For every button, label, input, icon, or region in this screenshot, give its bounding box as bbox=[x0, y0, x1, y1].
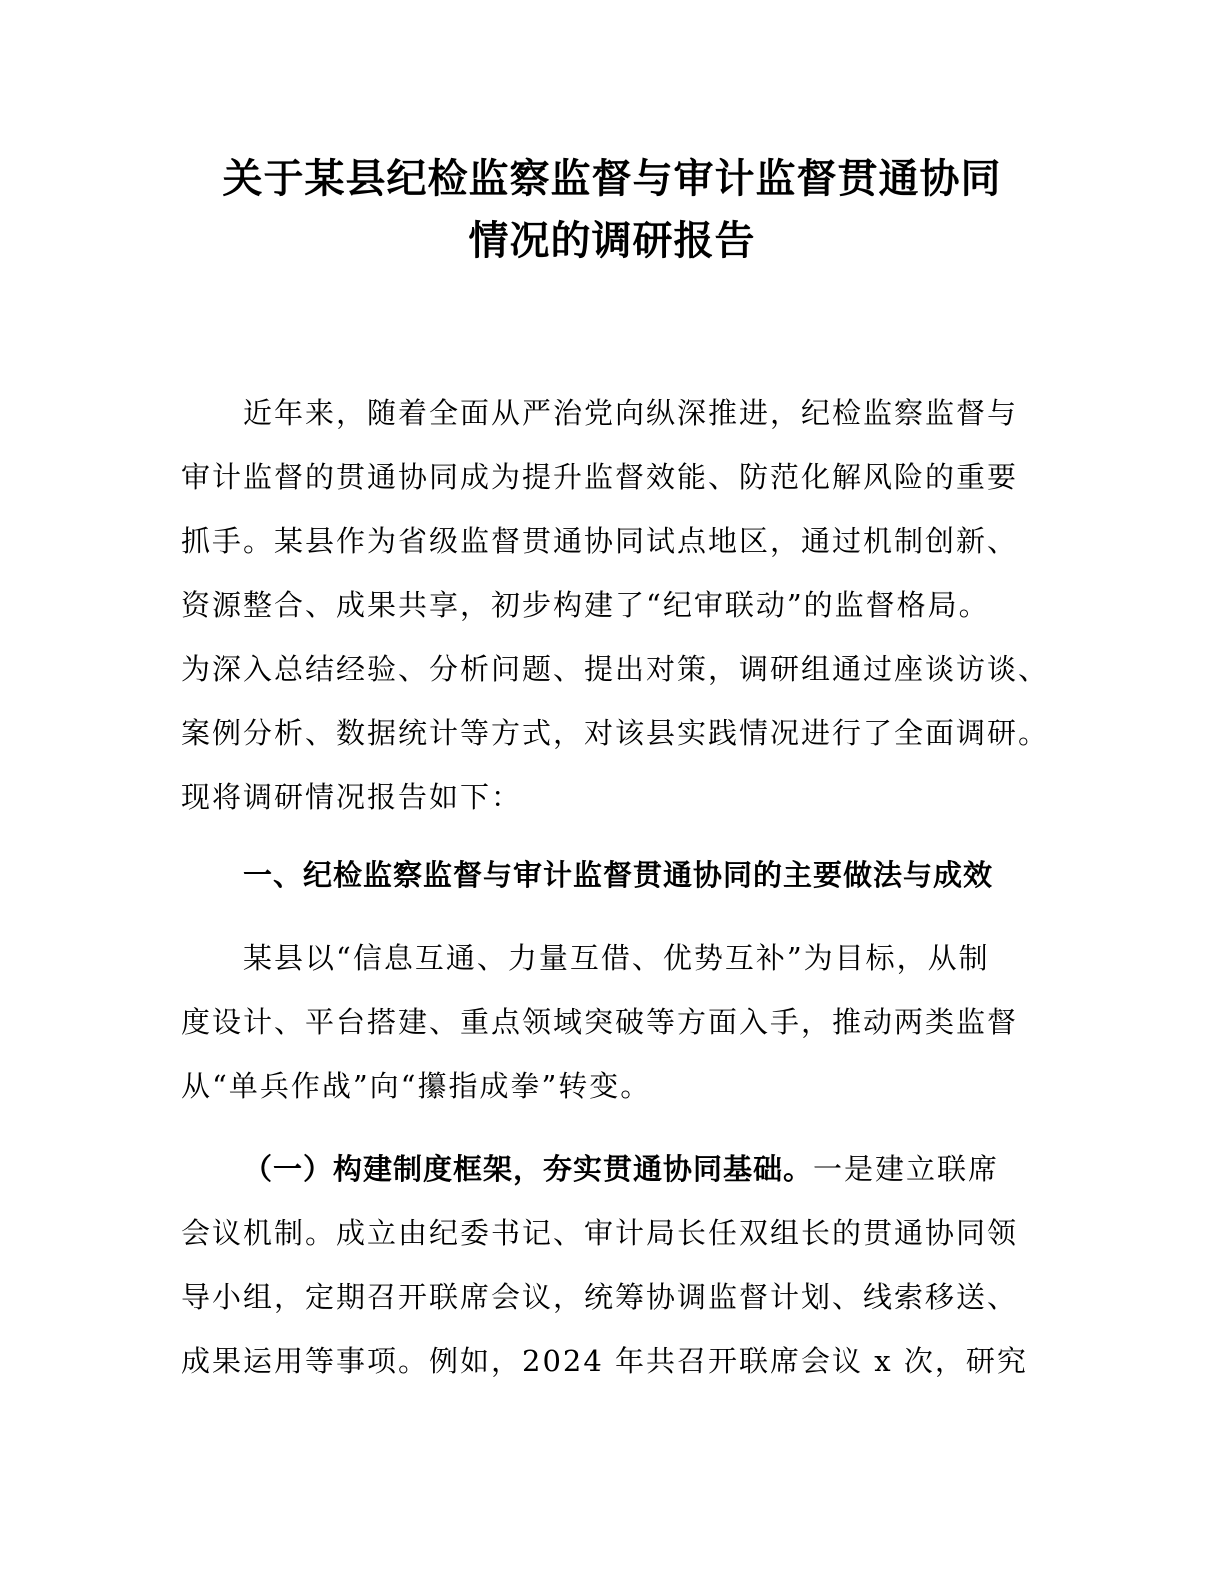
intro-line: 为深入总结经验、分析问题、提出对策，调研组通过座谈访谈、 bbox=[181, 652, 1050, 686]
subsection-line: 导小组，定期召开联席会议，统筹协调监督计划、线索移送、 bbox=[181, 1280, 1019, 1314]
subsection-lead-text: 一是建立联席 bbox=[813, 1152, 1000, 1186]
subsection-paragraph bbox=[181, 1137, 1061, 1393]
intro-line: 近年来，随着全面从严治党向纵深推进，纪检监察监督与 bbox=[243, 396, 1019, 430]
section-intro-paragraph bbox=[181, 926, 1061, 1118]
section-intro-line: 度设计、平台搭建、重点领域突破等方面入手，推动两类监督 bbox=[181, 1005, 1019, 1039]
intro-line: 现将调研情况报告如下： bbox=[181, 780, 523, 814]
intro-line: 审计监督的贯通协同成为提升监督效能、防范化解风险的重要 bbox=[181, 460, 1019, 494]
subsection-first-line bbox=[181, 1137, 1061, 1201]
subsection-line: 成果运用等事项。例如，2024 年共召开联席会议 x 次，研究 bbox=[181, 1344, 1028, 1378]
intro-line: 抓手。某县作为省级监督贯通协同试点地区，通过机制创新、 bbox=[181, 524, 1019, 558]
subsection-line: 会议机制。成立由纪委书记、审计局长任双组长的贯通协同领 bbox=[181, 1216, 1019, 1250]
title-line-2: 情况的调研报告 bbox=[468, 218, 756, 264]
intro-line: 案例分析、数据统计等方式，对该县实践情况进行了全面调研。 bbox=[181, 716, 1050, 750]
document-title bbox=[120, 148, 1104, 272]
intro-line: 资源整合、成果共享，初步构建了“纪审联动”的监督格局。 bbox=[181, 588, 990, 622]
title-line-1: 关于某县纪检监察监督与审计监督贯通协同 bbox=[222, 156, 1002, 202]
subsection-heading: （一）构建制度框架，夯实贯通协同基础。 bbox=[243, 1152, 814, 1186]
intro-paragraph bbox=[181, 381, 1061, 829]
section-heading: 一、纪检监察监督与审计监督贯通协同的主要做法与成效 bbox=[243, 858, 994, 892]
section-intro-line: 某县以“信息互通、力量互借、优势互补”为目标，从制 bbox=[243, 941, 990, 975]
section-intro-line: 从“单兵作战”向“攥指成拳”转变。 bbox=[181, 1069, 652, 1103]
